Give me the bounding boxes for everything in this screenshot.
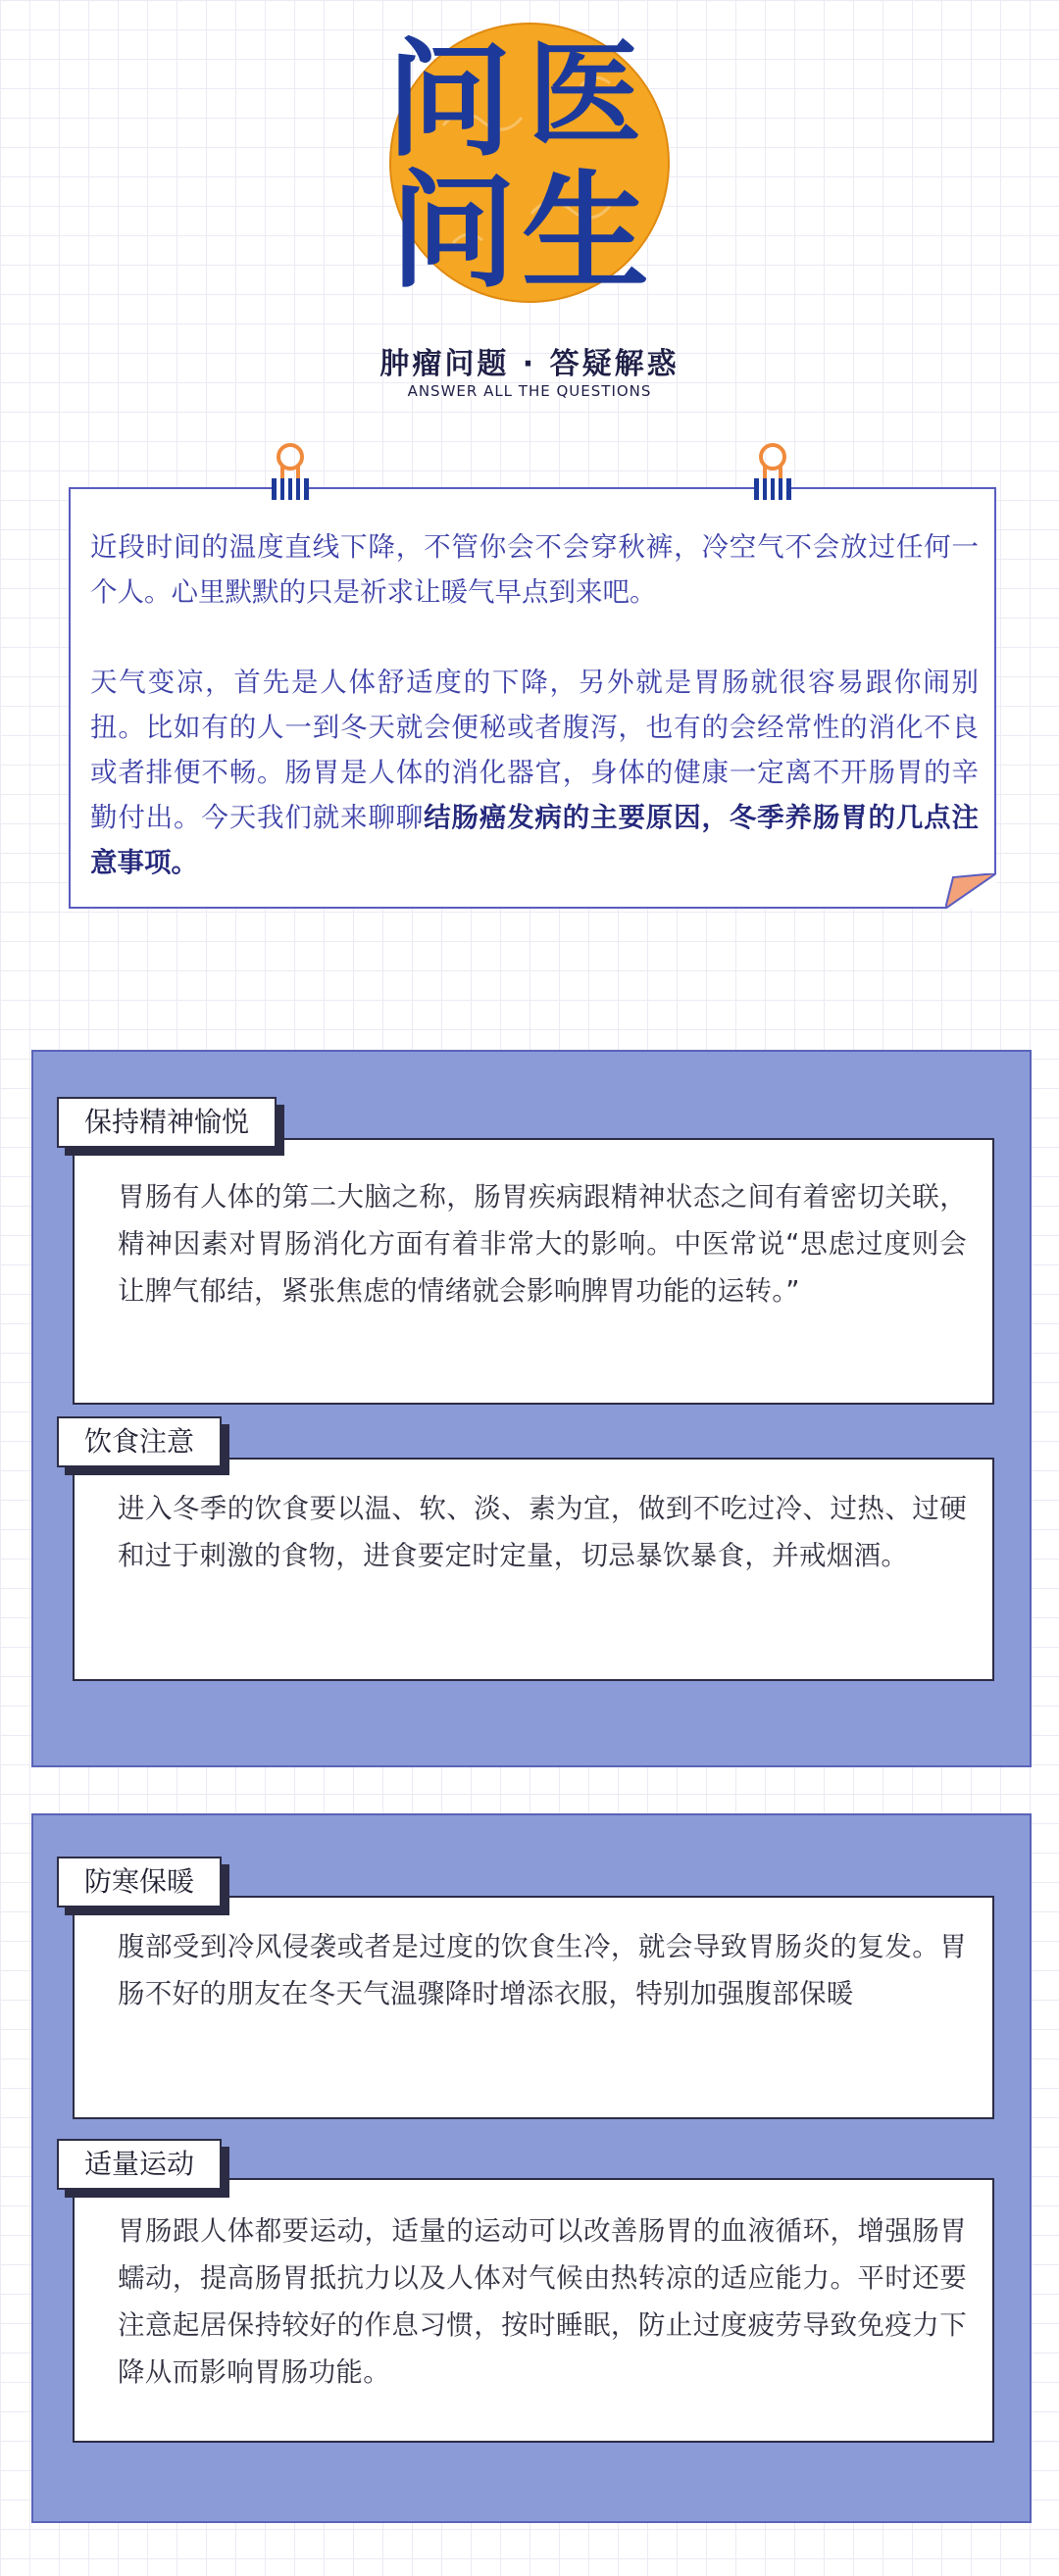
subtitle-chinese: 肿瘤问题 · 答疑解惑 xyxy=(379,347,680,381)
logo-char-1: 问 xyxy=(386,27,513,173)
tips-panel-1 xyxy=(31,1050,1032,1767)
intro-highlight: 结肠癌发病的主要原因，冬季养肠胃的几点注意事项。 xyxy=(90,802,980,878)
intro-paragraph-2 xyxy=(90,660,979,885)
intro-text xyxy=(90,524,979,885)
tips-panel-2 xyxy=(31,1813,1032,2523)
tip-title-warmth: 防寒保暖 xyxy=(57,1857,222,1907)
tip-text-warmth: 腹部受到冷风侵袭或者是过度的饮食生冷，就会导致胃肠炎的复发。胃肠不好的朋友在冬天气温骤降时增添衣服，特别加强腹部保暖 xyxy=(118,1931,967,2009)
binder-clip-left-icon xyxy=(271,441,310,504)
logo-char-3: 问 xyxy=(390,159,517,305)
tip-text-mental: 胃肠有人体的第二大脑之称，肠胃疾病跟精神状态之间有着密切关联，精神因素对胃肠消化方面有着非常大的影响。中医常说“思虑过度则会让脾气郁结，紧张焦虑的情绪就会影响脾胃功能的运转。” xyxy=(118,1181,967,1307)
tip-card-exercise xyxy=(73,2178,994,2443)
subtitle-english: ANSWER ALL THE QUESTIONS xyxy=(407,382,652,400)
tip-text-diet: 进入冬季的饮食要以温、软、淡、素为宜，做到不吃过冷、过热、过硬和过于刺激的食物，进食要定时定量，切忌暴饮暴食，并戒烟酒。 xyxy=(118,1493,967,1571)
binder-clip-right-icon xyxy=(753,441,792,504)
logo-emblem xyxy=(384,18,675,308)
tip-title-diet: 饮食注意 xyxy=(57,1416,222,1467)
logo-char-2: 医 xyxy=(528,28,641,161)
intro-paragraph-1: 近段时间的温度直线下降，不管你会不会穿秋裤，冷空气不会放过任何一个人。心里默默的只是祈求让暖气早点到来吧。 xyxy=(90,531,979,608)
page-fold-corner xyxy=(945,873,996,909)
tip-title-exercise: 适量运动 xyxy=(57,2139,222,2190)
tip-card-mental xyxy=(73,1138,994,1405)
intro-note-card xyxy=(69,487,996,909)
tip-text-exercise: 胃肠跟人体都要运动，适量的运动可以改善肠胃的血液循环，增强肠胃蠕动，提高肠胃抵抗力以及人体对气候由热转凉的适应能力。平时还要注意起居保持较好的作息习惯，按时睡眠，防止过度疲劳导致免疫力下降从而影响胃肠功能。 xyxy=(118,2215,967,2388)
tip-title-mental: 保持精神愉悦 xyxy=(57,1097,277,1148)
tip-card-warmth xyxy=(73,1896,994,2119)
tip-card-diet xyxy=(73,1458,994,1681)
intro-paragraph-2-text: 天气变凉，首先是人体舒适度的下降，另外就是胃肠就很容易跟你闹别扭。比如有的人一到冬天就会便秘或者腹泻，也有的会经常性的消化不良或者排便不畅。肠胃是人体的消化器官，身体的健康一定离不开肠胃的辛勤付出。今天我们就来聊聊 xyxy=(90,667,979,833)
logo-char-4: 生 xyxy=(522,158,650,307)
